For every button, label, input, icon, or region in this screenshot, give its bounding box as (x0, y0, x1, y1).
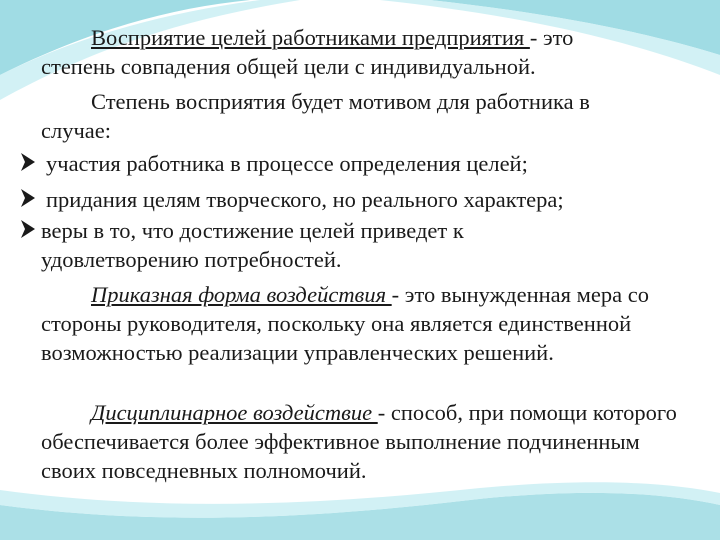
p2-line1: Степень восприятия будет мотивом для работника в (91, 89, 590, 114)
bullet-line2: удовлетворению потребностей. (41, 247, 342, 272)
paragraph-degree-of-perception (41, 87, 691, 145)
p3-rest: - это вынужденная мера со стороны руководителя, поскольку она является единственной возможностью реализации управленческих решений. (41, 282, 649, 365)
arrowhead-bullet-icon (20, 218, 36, 240)
p3-indent (41, 282, 392, 307)
p1-line1 (41, 25, 573, 50)
p1-line2: степень совпадения общей цели с индивидуальной. (41, 54, 536, 79)
p4-indent (41, 400, 378, 425)
bullet-line1: веры в то, что достижение целей приведет к (41, 218, 464, 243)
p1-rest: - это (529, 25, 574, 50)
bullet-text: участия работника в процессе определения целей; (46, 151, 528, 176)
paragraph-disciplinary-influence (41, 398, 691, 485)
paragraph-perception-of-goals (41, 23, 691, 81)
bullet-text (20, 216, 692, 274)
term-goal-perception: Восприятие целей работниками предприятия (91, 25, 530, 50)
arrowhead-bullet-icon (20, 187, 36, 209)
bullet-text: придания целям творческого, но реального характера; (46, 187, 564, 212)
bullet-item-creative-goals (20, 185, 692, 214)
p4-rest: - способ, при помощи которого обеспечивается более эффективное выполнение подчиненным своих повседневных полномочий. (41, 400, 677, 483)
term-command-form: Приказная форма воздействия (91, 282, 392, 307)
term-disciplinary-influence: Дисциплинарное воздействие (91, 400, 378, 425)
paragraph-command-form (41, 280, 691, 367)
arrowhead-bullet-icon (20, 151, 36, 173)
bullet-item-belief (20, 216, 692, 274)
bullet-item-participation (20, 149, 692, 178)
p2-line2: случае: (41, 118, 112, 143)
